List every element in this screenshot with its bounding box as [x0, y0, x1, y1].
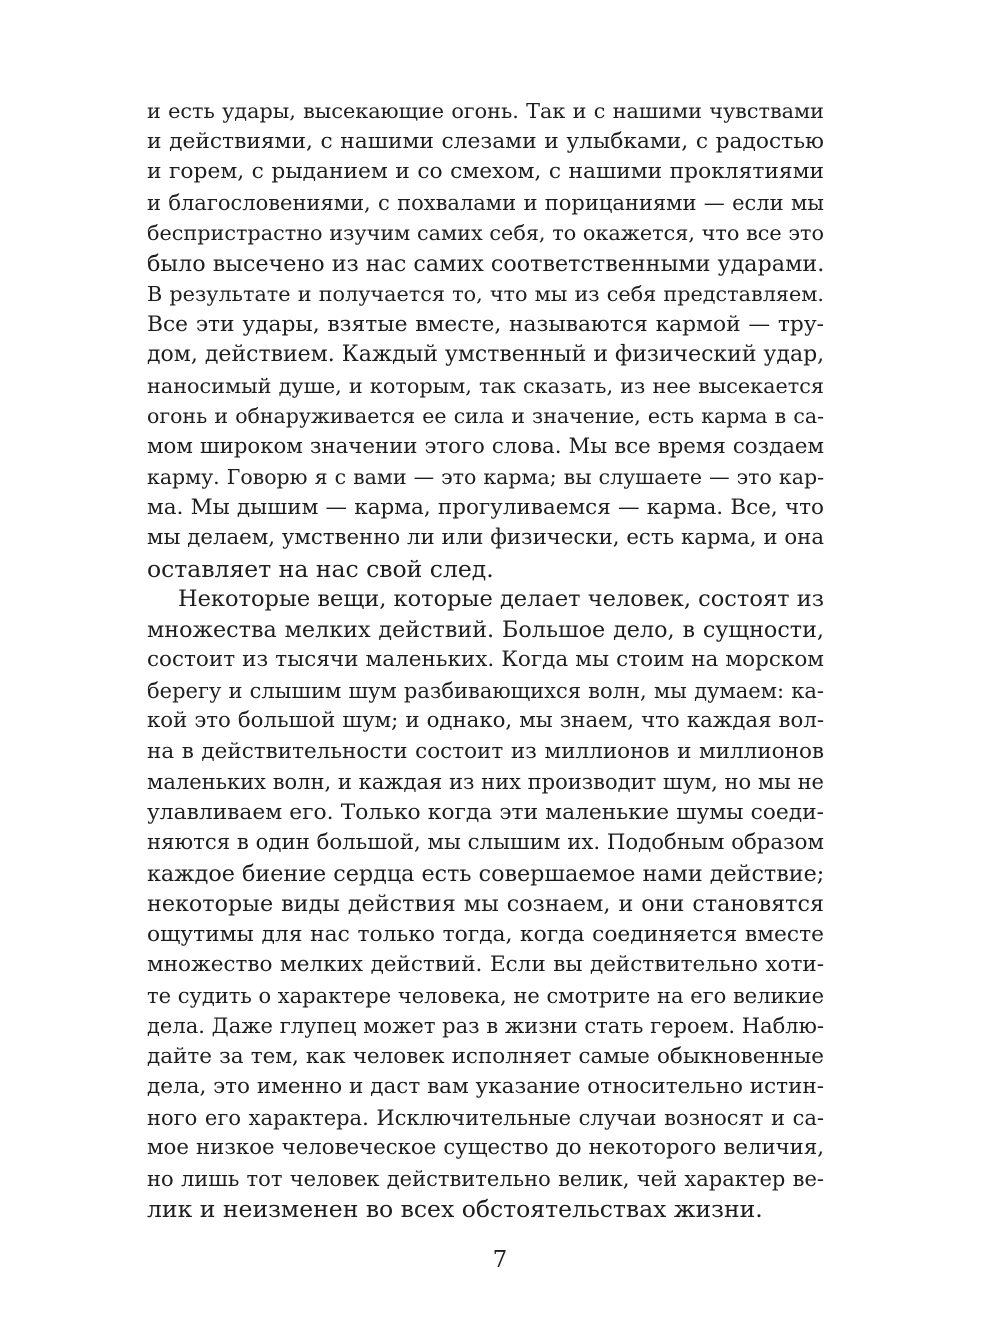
text-line: каждое биение сердца есть совершаемое нами действие;: [147, 860, 825, 887]
text-line: множества мелких действий. Большое дело, в сущности,: [147, 616, 824, 643]
text-line: и действиями, с нашими слезами и улыбками, с радостью: [147, 128, 824, 154]
text-line: на в действительности состоит из миллионов и миллионов: [147, 738, 824, 764]
paragraph: [147, 584, 824, 1225]
text-line: улавливаем его. Только когда эти маленькие шумы соеди-: [147, 799, 824, 825]
text-line: дела, это именно и даст вам указание относительно истин-: [147, 1074, 824, 1099]
text-line: дайте за тем, как человек исполняет самые обыкновенные: [147, 1043, 824, 1069]
paragraph: [147, 96, 824, 584]
text-line: ного его характера. Исключительные случаи возносят и са-: [147, 1105, 824, 1130]
text-line: дом, действием. Каждый умственный и физический удар,: [147, 342, 825, 367]
text-line: мое низкое человеческое существо до некоторого величия,: [147, 1135, 824, 1160]
text-line: оставляет на нас свой след.: [147, 554, 494, 583]
text-line: огонь и обнаруживается ее сила и значение, есть карма в са-: [147, 404, 824, 428]
text-line: ощутимы для нас только тогда, когда соединяется вместе: [147, 921, 824, 947]
text-line: берегу и слышим шум разбивающихся волн, мы думаем: ка-: [147, 678, 824, 703]
text-line: состоит из тысячи маленьких. Когда мы стоим на морском: [147, 647, 824, 672]
text-line: наносимый душе, и которым, так сказать, из нее высекается: [147, 373, 824, 398]
text-line: ма. Мы дышим — карма, прогуливаемся — карма. Все, что: [147, 494, 824, 520]
text-line: некоторые виды действия мы сознаем, и они становятся: [147, 891, 824, 917]
text-line: дела. Даже глупец может раз в жизни стать героем. Наблю-: [147, 1014, 824, 1038]
text-line: маленьких волн, и каждая из них производит шум, но мы не: [147, 770, 824, 794]
text-line: и горем, с рыданием и со смехом, с нашими проклятиями: [147, 159, 824, 184]
text-line: Некоторые вещи, которые делает человек, состоят из: [178, 586, 824, 612]
body-text: [147, 96, 824, 1225]
text-line: те судить о характере человека, не смотрите на его великие: [147, 983, 825, 1008]
text-line: беспристрастно изучим самих себя, то окажется, что все это: [147, 221, 824, 245]
text-line: кой это большой шум; и однако, мы знаем, что каждая вол-: [147, 708, 824, 733]
text-line: мы делаем, умственно ли или физически, есть карма, и она: [147, 525, 824, 550]
text-line: Все эти удары, взятые вместе, называются кармой — тру-: [147, 311, 824, 337]
text-line: мом широком значении этого слова. Мы все время создаем: [147, 433, 824, 459]
text-line: няются в один большой, мы слышим их. Подобным образом: [147, 830, 824, 855]
text-line: лик и неизменен во всех обстоятельствах жизни.: [147, 1195, 763, 1223]
text-line: но лишь тот человек действительно велик, чей характер ве-: [147, 1166, 824, 1191]
text-line: было высечено из нас самих соответственными ударами.: [147, 250, 825, 277]
text-line: карму. Говорю я с вами — это карма; вы слушаете — это кар-: [147, 465, 824, 489]
text-line: и благословениями, с похвалами и порицаниями — если мы: [147, 190, 824, 215]
page-number: 7: [492, 1247, 508, 1273]
text-line: и есть удары, высекающие огонь. Так и с нашими чувствами: [147, 99, 824, 123]
text-line: В результате и получается то, что мы из себя представляем.: [147, 282, 824, 306]
text-line: множество мелких действий. Если вы действительно хоти-: [147, 952, 824, 977]
